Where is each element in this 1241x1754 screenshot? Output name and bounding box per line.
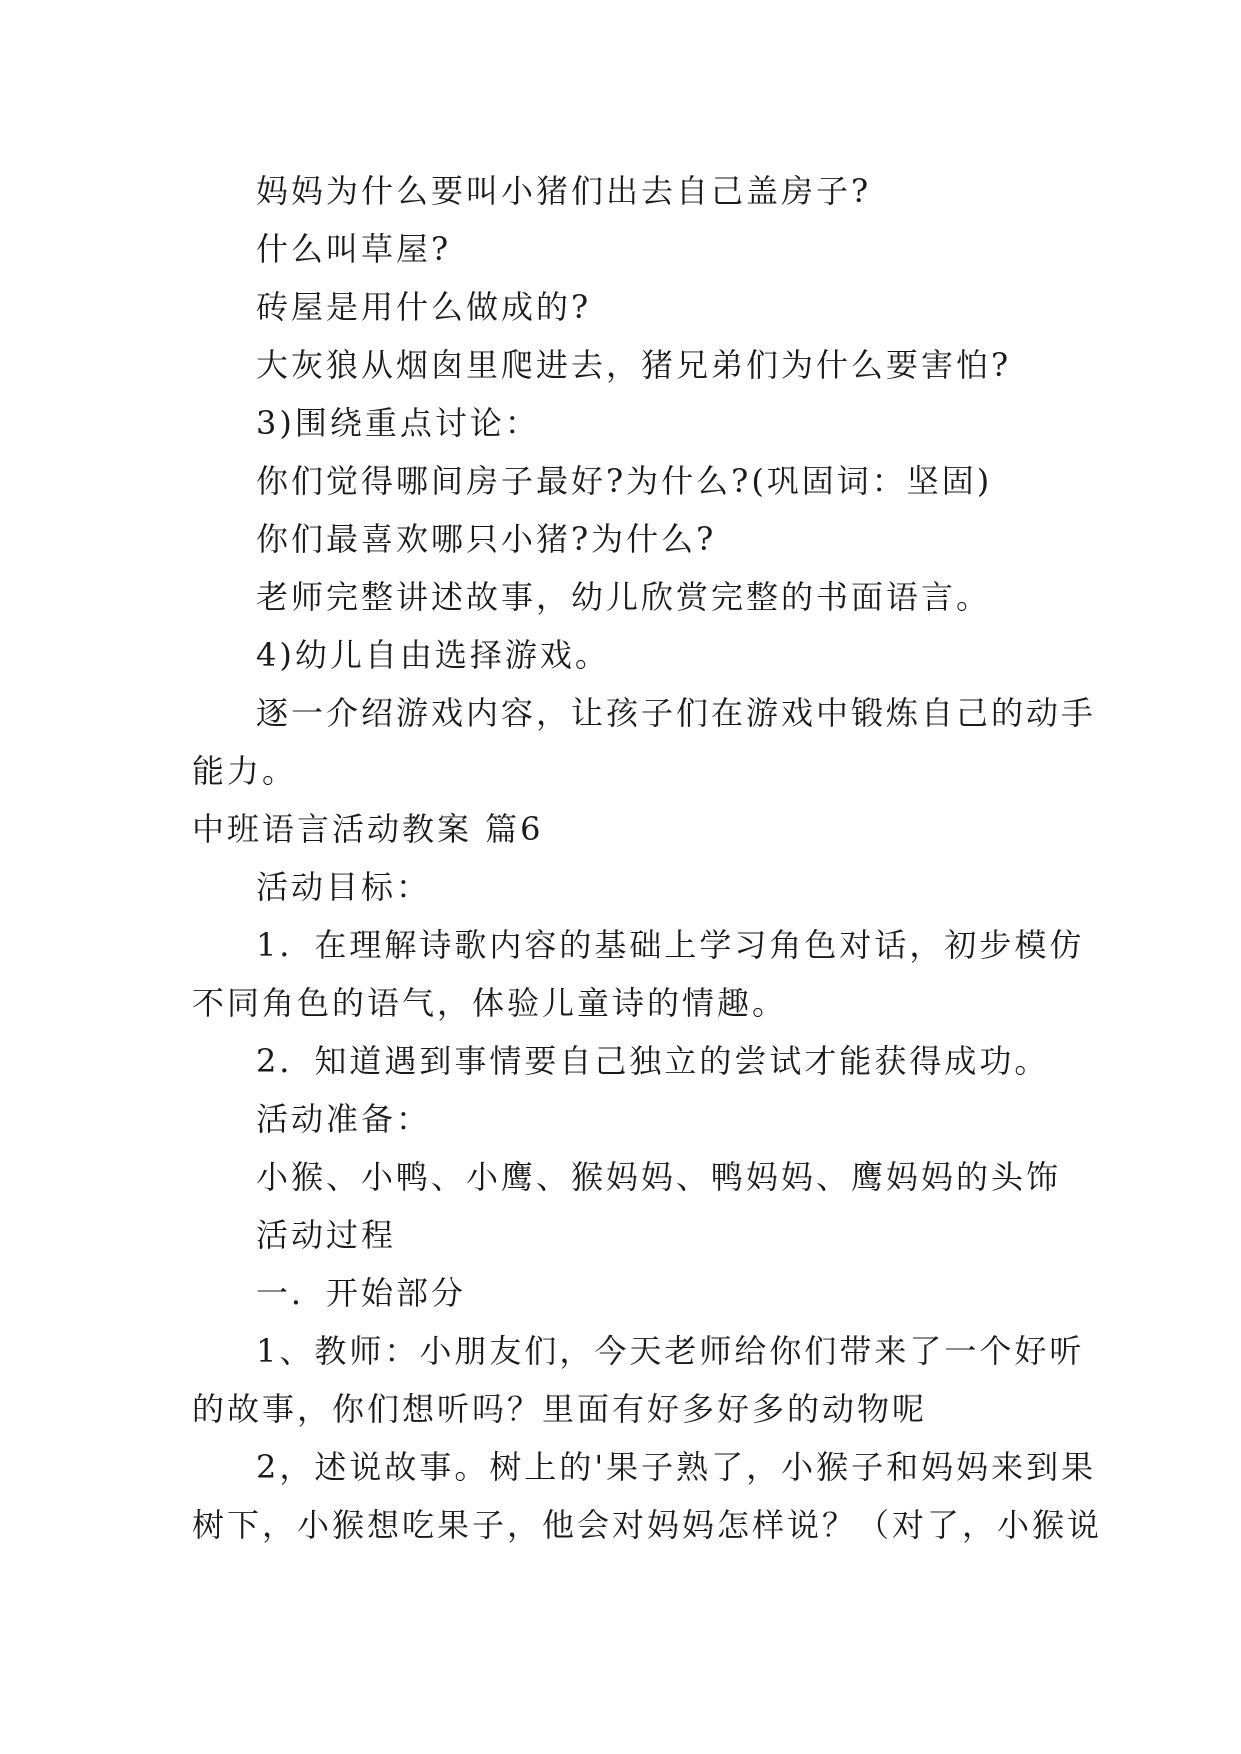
paragraph-line: 什么叫草屋? — [256, 230, 452, 268]
paragraph-line: 2．知道遇到事情要自己独立的尝试才能获得成功。 — [256, 1042, 1050, 1080]
paragraph-line: 4)幼儿自由选择游戏。 — [256, 636, 610, 674]
paragraph-line: 活动目标： — [256, 868, 432, 906]
paragraph-line: 树下，小猴想吃果子，他会对妈妈怎样说？（对了，小猴说 — [192, 1506, 1103, 1544]
section-heading: 中班语言活动教案 篇6 — [192, 810, 544, 848]
document-body — [192, 162, 1103, 1554]
paragraph-line: 2，述说故事。树上的'果子熟了，小猴子和妈妈来到果 — [256, 1448, 1097, 1486]
paragraph-line: 活动准备： — [256, 1100, 432, 1138]
paragraph-line: 不同角色的语气，体验儿童诗的情趣。 — [192, 984, 788, 1022]
paragraph-line: 妈妈为什么要叫小猪们出去自己盖房子? — [256, 172, 872, 210]
paragraph-line: 3)围绕重点讨论： — [256, 404, 540, 442]
paragraph-line: 能力。 — [192, 752, 298, 790]
paragraph-line: 一．开始部分 — [256, 1274, 467, 1312]
paragraph-line: 大灰狼从烟囱里爬进去，猪兄弟们为什么要害怕? — [256, 346, 1012, 384]
paragraph-line: 1．在理解诗歌内容的基础上学习角色对话，初步模仿 — [256, 926, 1085, 964]
paragraph-line: 你们觉得哪间房子最好?为什么?(巩固词：坚固) — [256, 462, 993, 500]
paragraph-line: 的故事，你们想听吗？里面有好多好多的动物呢 — [192, 1390, 928, 1428]
paragraph-line: 老师完整讲述故事，幼儿欣赏完整的书面语言。 — [256, 578, 992, 616]
paragraph-line: 活动过程 — [256, 1216, 397, 1254]
paragraph-line: 你们最喜欢哪只小猪?为什么? — [256, 520, 717, 558]
paragraph-line: 小猴、小鸭、小鹰、猴妈妈、鸭妈妈、鹰妈妈的头饰 — [256, 1158, 1062, 1196]
paragraph-line: 砖屋是用什么做成的? — [256, 288, 592, 326]
paragraph-line: 逐一介绍游戏内容，让孩子们在游戏中锻炼自己的动手 — [256, 694, 1097, 732]
paragraph-line: 1、教师：小朋友们，今天老师给你们带来了一个好听 — [256, 1332, 1085, 1370]
